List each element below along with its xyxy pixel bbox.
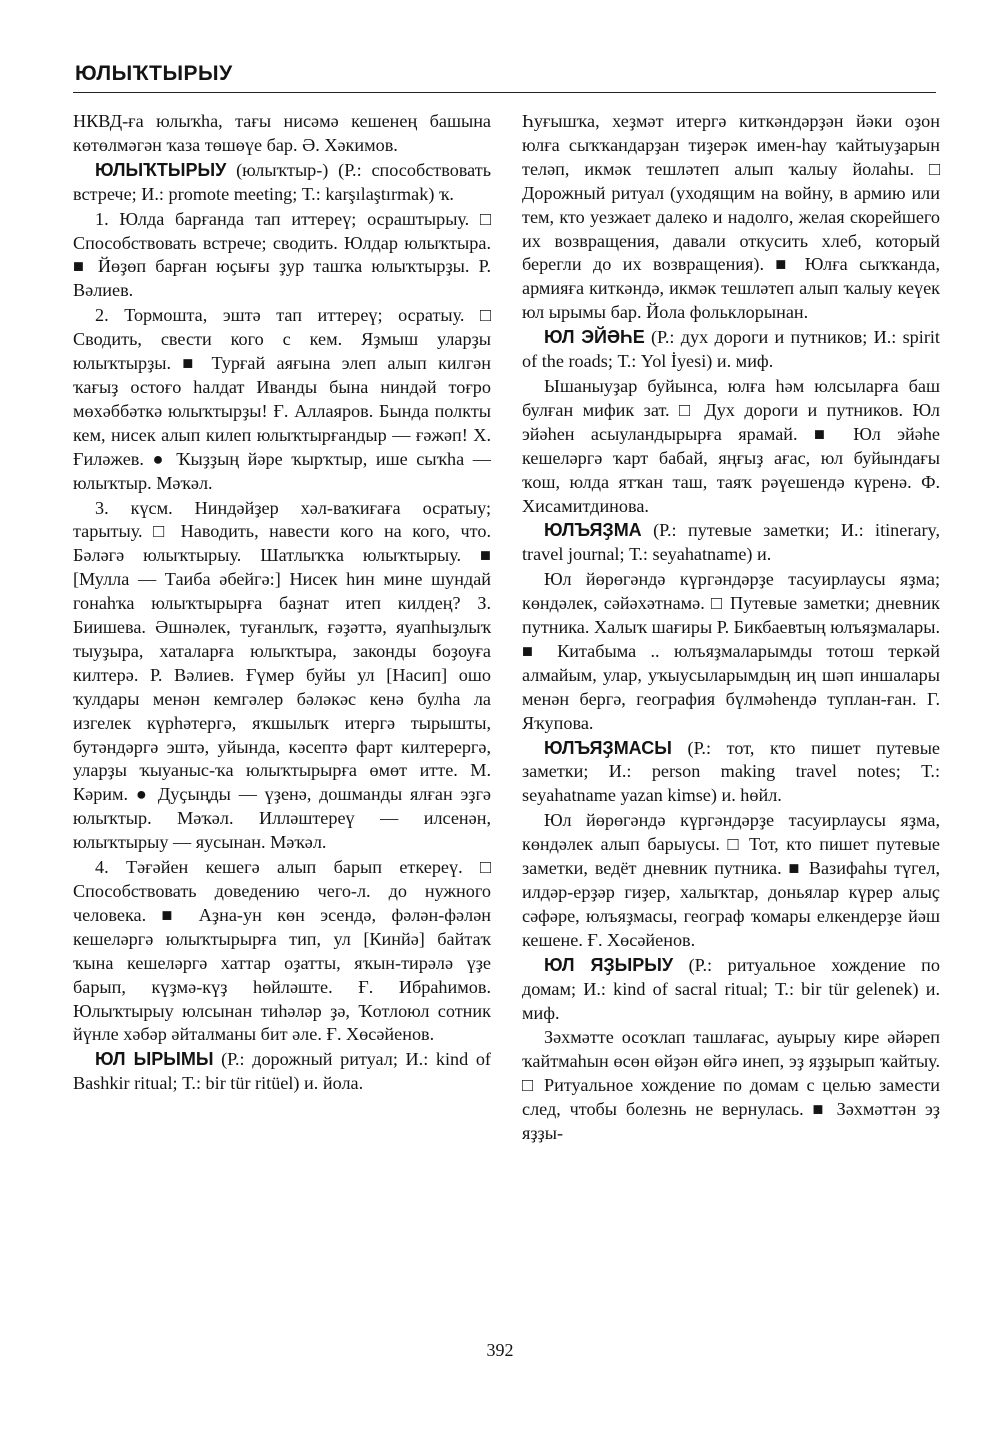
page-number: 392	[486, 1340, 514, 1360]
entry-headword: ЮЛЪЯҘМАСЫ	[544, 737, 672, 758]
entry-headword: ЮЛ ЯҘЫРЫУ	[544, 954, 674, 975]
entry-headword: ЮЛ ЫРЫМЫ	[95, 1049, 214, 1070]
dictionary-entry	[73, 159, 491, 207]
entry-definition: (Р.: путевые заметки; И.: itinerary, travel journal; Т.: seyahatname) и.	[522, 520, 940, 565]
sense-4: 4. Тәғәйен кешегә алып барып еткереү. □ Способствовать доведению чего-л. до нужного человека. ■ Аҙна-ун көн эсендә, фәлән-фәлән кешеләргә юлыҡтырырға тип, ул [Кинйә] байтаҡ ҡына кешеләргә хаттар оҙатты, яҡын-тирәлә үҙе барып, күҙмә-күҙ һөйләште. Ғ. Ибраһимов. Юлыҡтырыу юлсынан тиһәләр ҙә, Ҡотлоюл сотник йүнле хәбәр әйталманы бит әле. Ғ. Хөсәйенов.	[73, 857, 491, 1045]
dictionary-entry	[522, 737, 940, 809]
dictionary-entry	[522, 954, 940, 1026]
entry-definition: (юлыҡтыр-) (Р.: способствовать встрече; И.: promote meeting; Т.: karşılaştırmak) ҡ.	[73, 159, 491, 204]
header-rule	[73, 92, 936, 93]
entry-body: Юл йөрөгәндә күргәндәрҙе тасуирлаусы яҙма, көндәлек алып барыусы. □ Тот, кто пишет путевые заметки, ведёт дневник путника. ■ Вазифаһы түгел, илдәр-ерҙәр гиҙер, халыҡтар, доньялар күрер алыҫ сәфәре, юлъяҙмасы, географ ҡомары елкендерҙе йәш кешене. Ғ. Хөсәйенов.	[522, 810, 940, 950]
left-column	[73, 110, 491, 1097]
dictionary-entry	[73, 1048, 491, 1096]
entry-definition: (Р.: ритуальное хождение по домам; И.: kind of sacral ritual; Т.: bir tür gelenek) и. миф.	[522, 954, 940, 1023]
entry-definition: (Р.: дух дороги и путников; И.: spirit of the roads; Т.: Yol İyesi) и. миф.	[522, 327, 940, 372]
entry-definition: (Р.: дорожный ритуал; И.: kind of Bashkir ritual; Т.: bir tür ritüel) и. йола.	[73, 1049, 491, 1094]
entry-body: Һуғышҡа, хеҙмәт итергә киткәндәрҙән йәки оҙон юлға сыҡҡандарҙан тиҙерәк имен-һау ҡайтыуҙарын теләп, икмәк тешләтеп алып ҡалыу йолаһы. □ Дорожный ритуал (уходящим на войну, в армию или тем, кто уезжает далеко и надолго, желая скорейшего их возвращения, давали откусить хлеб, который берегли до их возвращения). ■ Юлға сыҡҡанда, армияға киткәндә, икмәк тешләтеп алып ҡалыу кеүек юл ырымы бар. Йола фольклорынан.	[522, 111, 940, 323]
entry-headword: ЮЛЪЯҘМА	[544, 520, 642, 541]
entry-body: Зәхмәтте осоҡлап ташлағас, ауырыу кире әйәреп ҡайтмаһын өсөн өйҙән өйгә инеп, эҙ яҙҙырып ҡайтыу. □ Ритуальное хождение по домам с целью замести след, чтобы болезнь не вернулась. ■ Зәхмәттән эҙ яҙҙы-	[522, 1027, 940, 1144]
entry-definition: (Р.: тот, кто пишет путевые заметки; И.: person making travel notes; Т.: seyahatname yazan kimse) и. һөйл.	[522, 737, 940, 806]
entry-continuation: НКВД-ға юлыҡһа, тағы нисәмә кешенең башына көтөлмәгән ҡаза төшөүе бар. Ә. Хәкимов.	[73, 111, 491, 155]
entry-body: Юл йөрөгәндә күргәндәрҙе тасуирлаусы яҙма; көндәлек, сәйәхәтнамә. □ Путевые заметки; дневник путника. Халыҡ шағиры Р. Бикбаевтың юлъяҙмалары. ■ Китабыма .. юлъяҙмаларымды тотош теркәй алмайым, улар, уҡыусыларымдың иң шәп иншалары менән бергә, география бүлмәһендә туплан-ған. Г. Яҡупова.	[522, 569, 940, 733]
entry-headword: ЮЛЫҠТЫРЫУ	[95, 159, 227, 180]
sense-1: 1. Юлда барғанда тап иттереү; осраштырыу. □ Способствовать встрече; сводить. Юлдар юлыҡтыра. ■ Йөҙөп барған юҫығы ҙур ташҡа юлыҡтырҙы. Р. Вәлиев.	[73, 208, 491, 301]
entry-body: Ышаныуҙар буйынса, юлға һәм юлсыларға баш булған мифик зат. □ Дух дороги и путников. Юл эйәһен асыуландырырға ярамай. ■ Юл эйәһе кешеләргә ҡарт бабай, яңғыҙ ағас, юл буйындағы ҡош, юлда ятҡан таш, таяҡ рәүешендә күренә. Ф. Хисамитдинова.	[522, 375, 940, 516]
entry-headword: ЮЛ ЭЙӘҺЕ	[544, 327, 645, 348]
running-head: ЮЛЫҠТЫРЫУ	[75, 62, 233, 85]
right-column	[522, 110, 940, 1147]
dictionary-entry	[522, 326, 940, 374]
dictionary-entry	[522, 519, 940, 567]
sense-2: 2. Тормошта, эштә тап иттереү; осратыу. □ Сводить, свести кого с кем. Яҙмыш уларҙы юлыҡтырҙы. ■ Турғай аяғына элеп алып килгән ҡағыҙ остоғо һалдат Иванды бына ниндәй тоғро мөхәббәткә юлыҡтырҙы! Ғ. Аллаяров. Бында полкты кем, нисек алып килеп юлыҡтырғандыр — ғәжәп! Х. Ғиләжев. ● Ҡыҙҙың йәре ҡырҡтыр, ише сыҡһа — юлыҡтыр. Мәҡәл.	[73, 305, 491, 493]
sense-3: 3. күсм. Ниндәйҙер хәл-ваҡиғаға осратыу; тарытыу. □ Наводить, навести кого на кого, что. Бәләгә юлыҡтырыу. Шатлыҡҡа юлыҡтырыу. ■ [Мулла — Таиба әбейгә:] Нисек һин мине шундай гонаһҡа юлыҡтырырға баҙнат итеп килдең? З. Биишева. Әшнәлек, туғанлыҡ, ғәҙәттә, яуапһыҙлыҡ тыуҙыра, хаталарға юлыҡтыра, законды боҙоуға килтерә. Р. Вәлиев. Ғүмер буйы ул [Насип] ошо ҡулдары менән кемгәлер бәләкәс кенә булһа ла изгелек күрһәтергә, яҡшылыҡ итергә тырышты, бутәндәргә эштә, уйында, кәсептә фарт килтерергә, уларҙы ҡыуаныс-ҡа юлыҡтырырға өмөт итте. М. Кәрим. ● Дуҫыңды — үҙенә, дошманды ялған эҙгә юлыҡтыр. Мәҡәл. Илләштереү — илсенән, юлыҡтырыу — яусынан. Мәҡәл.	[73, 497, 491, 853]
